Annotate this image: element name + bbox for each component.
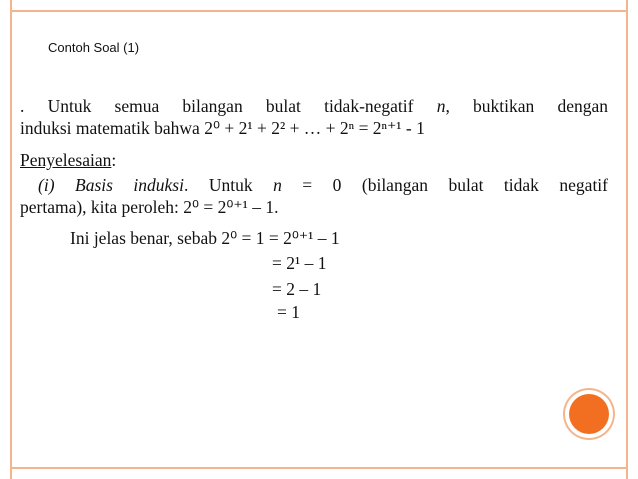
basis-line-1 (20, 174, 608, 196)
frame-border-bottom (10, 467, 628, 469)
basis-line-2: pertama), kita peroleh: 2⁰ = 2⁰⁺¹ – 1. (20, 197, 279, 217)
frame-border-right (626, 0, 628, 479)
problem-line-1-a: . Untuk semua bilangan bulat tidak-negatif (20, 96, 414, 116)
problem-line-1 (20, 95, 608, 117)
frame-border-left (10, 0, 12, 479)
problem-line-1-b: , buktikan dengan (445, 96, 608, 116)
derivation-line-2: = 2¹ – 1 (272, 253, 327, 273)
problem-line-2: induksi matematik bahwa 2⁰ + 2¹ + 2² + … + 2ⁿ = 2ⁿ⁺¹ - 1 (20, 118, 425, 138)
derivation-line-3: = 2 – 1 (272, 279, 322, 299)
frame-border-top (10, 10, 628, 12)
basis-paragraph (20, 174, 608, 218)
problem-statement (20, 95, 608, 139)
basis-label: (i) Basis induksi (38, 175, 184, 195)
solution-heading-colon: : (111, 150, 117, 170)
solution-heading-text: Penyelesaian (20, 150, 112, 170)
slide-title: Contoh Soal (1) (48, 40, 140, 55)
basis-line-1-b: = 0 (bilangan bulat tidak negatif (302, 175, 608, 195)
solution-heading (20, 150, 116, 171)
problem-var-n: n (436, 96, 446, 116)
basis-line-1-a: . Untuk (183, 175, 253, 195)
basis-var-n: n (273, 175, 282, 195)
decorative-circle (569, 394, 609, 434)
derivation-line-1: Ini jelas benar, sebab 2⁰ = 1 = 2⁰⁺¹ – 1 (70, 228, 340, 248)
derivation-line-4: = 1 (277, 302, 300, 322)
